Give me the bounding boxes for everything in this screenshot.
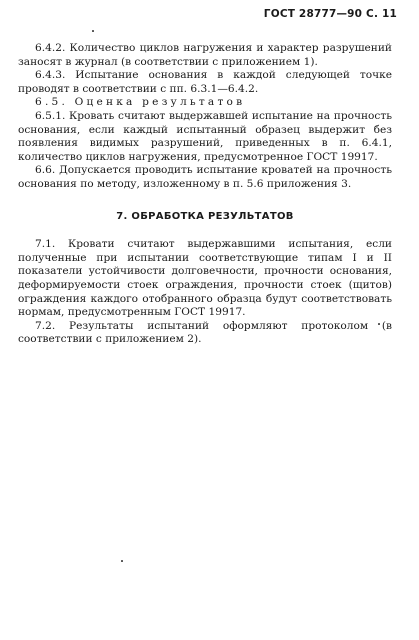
paragraph-6-6: 6.6. Допускается проводить испытание кроватей на прочность основания по методу, изложенному в п. 5.6 приложения 3.	[18, 164, 392, 190]
paragraph-7-2: 7.2. Результаты испытаний оформляют протоколом (в соответствии с приложением 2).	[18, 319, 392, 346]
paragraph-7-1: 7.1. Кровати считают выдержавшими испытания, если полученные при испытании соответствующие типам I и II показатели устойчивости долговечности, прочности основания, деформируемости стоек ограждения, прочности стоек (щитов) ограждения каждого отобранного образца будут соответствовать нормам, предусмотренным ГОСТ 19917.	[18, 238, 392, 319]
paragraph-6-4-2: 6.4.2. Количество циклов нагружения и характер разрушений заносят в журнал (в соответствии с приложением 1).	[18, 42, 392, 68]
paragraph-6-5-1: 6.5.1. Кровать считают выдержавшей испытание на прочность основания, если каждый испытанный образец выдержит без появления видимых разрушений, приведенных в п. 6.4.1, количество циклов нагружения, предусмотренное ГОСТ 19917.	[18, 109, 392, 163]
scan-speck	[121, 560, 123, 562]
document-body	[18, 42, 392, 347]
page-header: ГОСТ 28777—90 С. 11	[263, 8, 397, 20]
scan-speck	[92, 30, 94, 32]
paragraph-6-4-3: 6.4.3. Испытание основания в каждой следующей точке проводят в соответствии с пп. 6.3.1—6.4.2.	[18, 69, 392, 95]
section-heading: 7. ОБРАБОТКА РЕЗУЛЬТАТОВ	[116, 210, 294, 222]
paragraph-6-5-title: 6.5. Оценка результатов	[35, 96, 246, 109]
